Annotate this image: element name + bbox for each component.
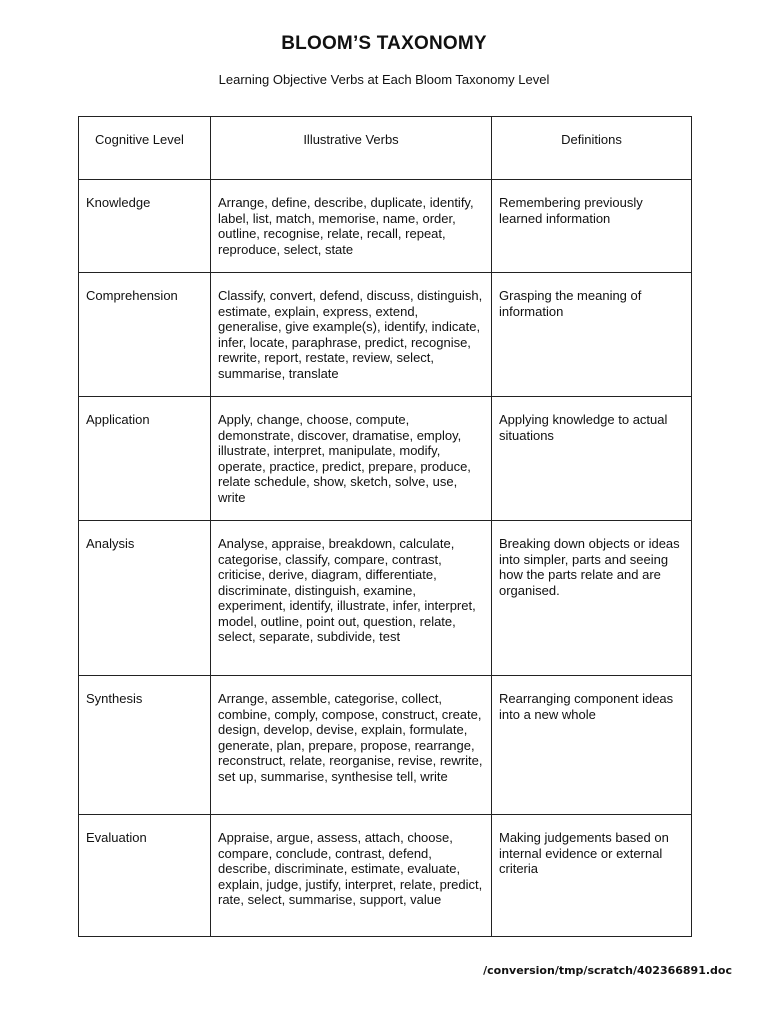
level-cell: Evaluation — [79, 815, 211, 937]
table-row-synthesis — [79, 676, 692, 815]
definition-cell: Grasping the meaning of information — [492, 273, 692, 397]
definition-cell: Remembering previously learned information — [492, 180, 692, 273]
level-cell: Synthesis — [79, 676, 211, 815]
level-cell: Application — [79, 397, 211, 521]
table-header-row — [79, 117, 692, 180]
definition-cell: Breaking down objects or ideas into simpler, parts and seeing how the parts relate and are organised. — [492, 521, 692, 676]
verbs-cell: Arrange, define, describe, duplicate, identify, label, list, match, memorise, name, order, outline, recognise, relate, recall, repeat, reproduce, select, state — [211, 180, 492, 273]
table-row-comprehension — [79, 273, 692, 397]
page-title: BLOOM’S TAXONOMY — [281, 33, 487, 54]
definition-cell: Rearranging component ideas into a new whole — [492, 676, 692, 815]
definition-cell: Making judgements based on internal evidence or external criteria — [492, 815, 692, 937]
verbs-cell: Analyse, appraise, breakdown, calculate, categorise, classify, compare, contrast, criticise, derive, diagram, differentiate, discriminate, distinguish, examine, experiment, identify, illustrate, infer, interpret, model, outline, point out, question, relate, select, separate, subdivide, test — [211, 521, 492, 676]
level-cell: Comprehension — [79, 273, 211, 397]
taxonomy-table — [78, 116, 692, 937]
table-row-knowledge — [79, 180, 692, 273]
table-row-application — [79, 397, 692, 521]
table-row-evaluation — [79, 815, 692, 937]
header-cognitive-level: Cognitive Level — [79, 117, 211, 180]
verbs-cell: Appraise, argue, assess, attach, choose, compare, conclude, contrast, defend, describe, discriminate, estimate, evaluate, explain, judge, justify, interpret, relate, predict, rate, select, summarise, support, value — [211, 815, 492, 937]
table-row-analysis — [79, 521, 692, 676]
verbs-cell: Arrange, assemble, categorise, collect, combine, comply, compose, construct, create, design, develop, devise, explain, formulate, generate, plan, prepare, propose, rearrange, reconstruct, relate, reorganise, revise, rewrite, set up, summarise, synthesise tell, write — [211, 676, 492, 815]
header-definitions: Definitions — [492, 117, 692, 180]
definition-cell: Applying knowledge to actual situations — [492, 397, 692, 521]
file-path-footer: /conversion/tmp/scratch/402366891.doc — [483, 964, 732, 977]
header-illustrative-verbs: Illustrative Verbs — [211, 117, 492, 180]
verbs-cell: Apply, change, choose, compute, demonstrate, discover, dramatise, employ, illustrate, interpret, manipulate, modify, operate, practice, predict, prepare, produce, relate schedule, show, sketch, solve, use, write — [211, 397, 492, 521]
verbs-cell: Classify, convert, defend, discuss, distinguish, estimate, explain, express, extend, generalise, give example(s), identify, indicate, infer, locate, paraphrase, predict, recognise, rewrite, report, restate, review, select, summarise, translate — [211, 273, 492, 397]
level-cell: Analysis — [79, 521, 211, 676]
page-subtitle: Learning Objective Verbs at Each Bloom Taxonomy Level — [218, 72, 550, 87]
level-cell: Knowledge — [79, 180, 211, 273]
